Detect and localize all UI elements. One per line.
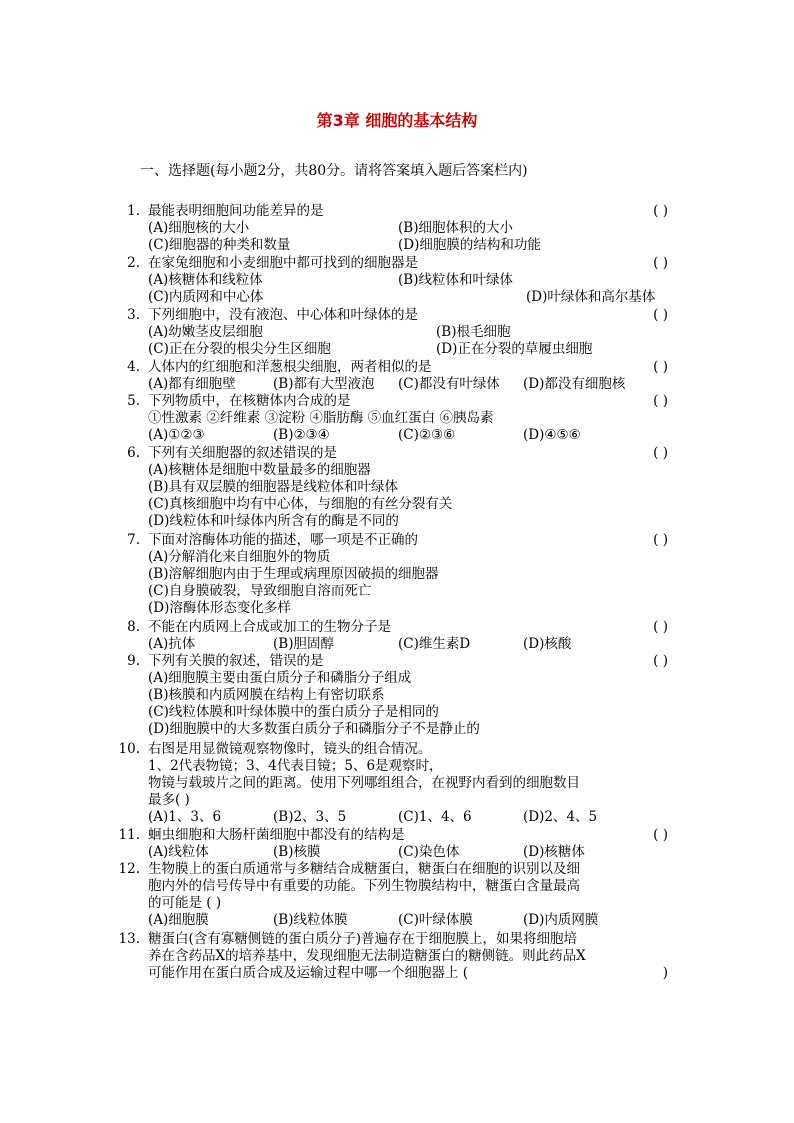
option-a: (A)线粒体 xyxy=(148,844,209,860)
option-c: (C)都没有叶绿体 xyxy=(398,376,500,392)
option-d: (D)④⑤⑥ xyxy=(523,427,581,443)
option-a: (A)核糖体是细胞中数量最多的细胞器 xyxy=(148,462,371,478)
stem-line: 1、2代表物镜；3、4代表目镜；5、6是观察时， xyxy=(148,758,443,774)
question-6 xyxy=(118,445,678,530)
option-b: (B)具有双层膜的细胞器是线粒体和叶绿体 xyxy=(148,479,398,495)
answer-bracket: ( ) xyxy=(653,307,668,323)
page-title: 第3章 细胞的基本结构 xyxy=(316,111,478,130)
option-a: (A)①②③ xyxy=(148,427,205,443)
option-a: (A)细胞膜主要由蛋白质分子和磷脂分子组成 xyxy=(148,670,412,686)
option-d: (D)核糖体 xyxy=(523,844,585,860)
option-c: (C)细胞器的种类和数量 xyxy=(148,237,291,253)
option-b: (B)线粒体膜 xyxy=(273,912,348,928)
question-number: 1. xyxy=(127,203,140,219)
option-a: (A)幼嫩茎皮层细胞 xyxy=(148,324,263,340)
question-number: 2. xyxy=(127,255,140,271)
stem-line: 最多( ) xyxy=(148,792,190,808)
option-a: (A)抗体 xyxy=(148,636,196,652)
answer-bracket-open: ) xyxy=(662,965,668,981)
option-d: (D)溶酶体形态变化多样 xyxy=(148,600,291,616)
option-d: (D)细胞膜的结构和功能 xyxy=(398,237,541,253)
stem-line: 物镜与载玻片之间的距离。使用下列哪组组合，在视野内看到的细胞数目 xyxy=(148,775,580,791)
section-heading: 一、选择题(每小题2分，共80分。请将答案填入题后答案栏内) xyxy=(140,163,528,179)
option-c: (C)自身膜破裂，导致细胞自溶而死亡 xyxy=(148,583,372,599)
answer-bracket: ( ) xyxy=(653,827,668,843)
question-stem: 糖蛋白(含有寡糖侧链的蛋白质分子)普遍存在于细胞膜上，如果将细胞培 xyxy=(148,931,578,947)
question-4 xyxy=(118,359,678,393)
question-10 xyxy=(118,741,678,826)
question-stem: 下列细胞中，没有液泡、中心体和叶绿体的是 xyxy=(148,307,418,323)
question-stem: 下列有关细胞器的叙述错误的是 xyxy=(148,445,337,461)
option-d: (D)线粒体和叶绿体内所含有的酶是不同的 xyxy=(148,513,399,529)
question-12 xyxy=(118,861,678,929)
answer-bracket: ( ) xyxy=(653,359,668,375)
question-number: 4. xyxy=(127,359,140,375)
question-1 xyxy=(118,203,678,254)
question-stem: 蛔虫细胞和大肠杆菌细胞中都没有的结构是 xyxy=(148,827,405,843)
option-b: (B)线粒体和叶绿体 xyxy=(398,272,513,288)
option-c: (C)维生素D xyxy=(398,636,471,652)
option-c: (C)正在分裂的根尖分生区细胞 xyxy=(148,341,331,357)
option-c: (C)真核细胞中均有中心体，与细胞的有丝分裂有关 xyxy=(148,496,453,512)
question-stem: 不能在内质网上合成或加工的生物分子是 xyxy=(148,619,391,635)
question-number: 10. xyxy=(118,741,140,757)
question-stem: 人体内的红细胞和洋葱根尖细胞，两者相似的是 xyxy=(148,359,432,375)
question-5 xyxy=(118,393,678,444)
option-c: (C)叶绿体膜 xyxy=(398,912,473,928)
answer-bracket: ( ) xyxy=(653,255,668,271)
option-c: (C)染色体 xyxy=(398,844,460,860)
question-number: 12. xyxy=(118,861,140,877)
option-d: (D)内质网膜 xyxy=(523,912,599,928)
option-a: (A)1、3、6 xyxy=(148,809,222,825)
option-d: (D)核酸 xyxy=(523,636,572,652)
question-13 xyxy=(118,931,678,999)
option-c: (C)线粒体膜和叶绿体膜中的蛋白质分子是相同的 xyxy=(148,704,439,720)
question-number: 9. xyxy=(127,653,140,669)
answer-bracket: ( ) xyxy=(653,532,668,548)
option-a: (A)细胞核的大小 xyxy=(148,220,250,236)
question-number: 3. xyxy=(127,307,140,323)
question-9 xyxy=(118,653,678,738)
question-8 xyxy=(118,619,678,653)
option-b: (B)根毛细胞 xyxy=(436,324,511,340)
option-b: (B)核膜和内质网膜在结构上有密切联系 xyxy=(148,687,385,703)
option-b: (B)都有大型液泡 xyxy=(273,376,375,392)
answer-bracket: ( ) xyxy=(653,653,668,669)
option-c: (C)内质网和中心体 xyxy=(148,289,264,305)
option-d: (D)叶绿体和高尔基体 xyxy=(526,289,656,305)
stem-line: 可能作用在蛋白质合成及运输过程中哪一个细胞器上 ( xyxy=(148,965,469,981)
question-3 xyxy=(118,307,678,358)
question-stem: 下列有关膜的叙述，错误的是 xyxy=(148,653,324,669)
question-number: 6. xyxy=(127,445,140,461)
question-stem: 在家兔细胞和小麦细胞中都可找到的细胞器是 xyxy=(148,255,418,271)
question-number: 11. xyxy=(118,827,140,843)
stem-line: 胞内外的信号传导中有重要的功能。下列生物膜结构中，糖蛋白含量最高 xyxy=(148,878,580,894)
answer-bracket: ( ) xyxy=(653,619,668,635)
option-d: (D)细胞膜中的大多数蛋白质分子和磷脂分子不是静止的 xyxy=(148,721,480,737)
option-b: (B)2、3、5 xyxy=(273,809,347,825)
option-a: (A)细胞膜 xyxy=(148,912,209,928)
question-stem: 生物膜上的蛋白质通常与多糖结合成糖蛋白，糖蛋白在细胞的识别以及细 xyxy=(148,861,580,877)
question-stem: 右图是用显微镜观察物像时，镜头的组合情况。 xyxy=(148,741,432,757)
option-b: (B)溶解细胞内由于生理或病理原因破损的细胞器 xyxy=(148,566,439,582)
option-a: (A)都有细胞壁 xyxy=(148,376,236,392)
option-c: (C)②③⑥ xyxy=(398,427,456,443)
question-7 xyxy=(118,532,678,617)
option-d: (D)正在分裂的草履虫细胞 xyxy=(436,341,593,357)
option-b: (B)细胞体积的大小 xyxy=(398,220,513,236)
answer-bracket: ( ) xyxy=(653,203,668,219)
stem-line: 的可能是 ( ) xyxy=(148,895,222,911)
answer-bracket: ( ) xyxy=(653,393,668,409)
question-number: 8. xyxy=(127,619,140,635)
stem-line: 养在含药品X的培养基中，发现细胞无法制造糖蛋白的糖侧链。则此药品X xyxy=(148,948,586,964)
question-11 xyxy=(118,827,678,861)
question-number: 7. xyxy=(127,532,140,548)
question-stem: 下面对溶酶体功能的描述，哪一项是不正确的 xyxy=(148,532,418,548)
option-b: (B)胆固醇 xyxy=(273,636,334,652)
option-c: (C)1、4、6 xyxy=(398,809,472,825)
answer-bracket: ( ) xyxy=(653,445,668,461)
question-2 xyxy=(118,255,678,306)
option-d: (D)2、4、5 xyxy=(523,809,598,825)
substance-list: ①性激素 ②纤维素 ③淀粉 ④脂肪酶 ⑤血红蛋白 ⑥胰岛素 xyxy=(148,410,494,426)
question-number: 5. xyxy=(127,393,140,409)
option-a: (A)分解消化来自细胞外的物质 xyxy=(148,549,331,565)
option-b: (B)②③④ xyxy=(273,427,330,443)
question-stem: 下列物质中，在核糖体内合成的是 xyxy=(148,393,351,409)
option-d: (D)都没有细胞核 xyxy=(523,376,626,392)
question-number: 13. xyxy=(118,931,140,947)
option-b: (B)核膜 xyxy=(273,844,321,860)
question-stem: 最能表明细胞间功能差异的是 xyxy=(148,203,324,219)
option-a: (A)核糖体和线粒体 xyxy=(148,272,263,288)
